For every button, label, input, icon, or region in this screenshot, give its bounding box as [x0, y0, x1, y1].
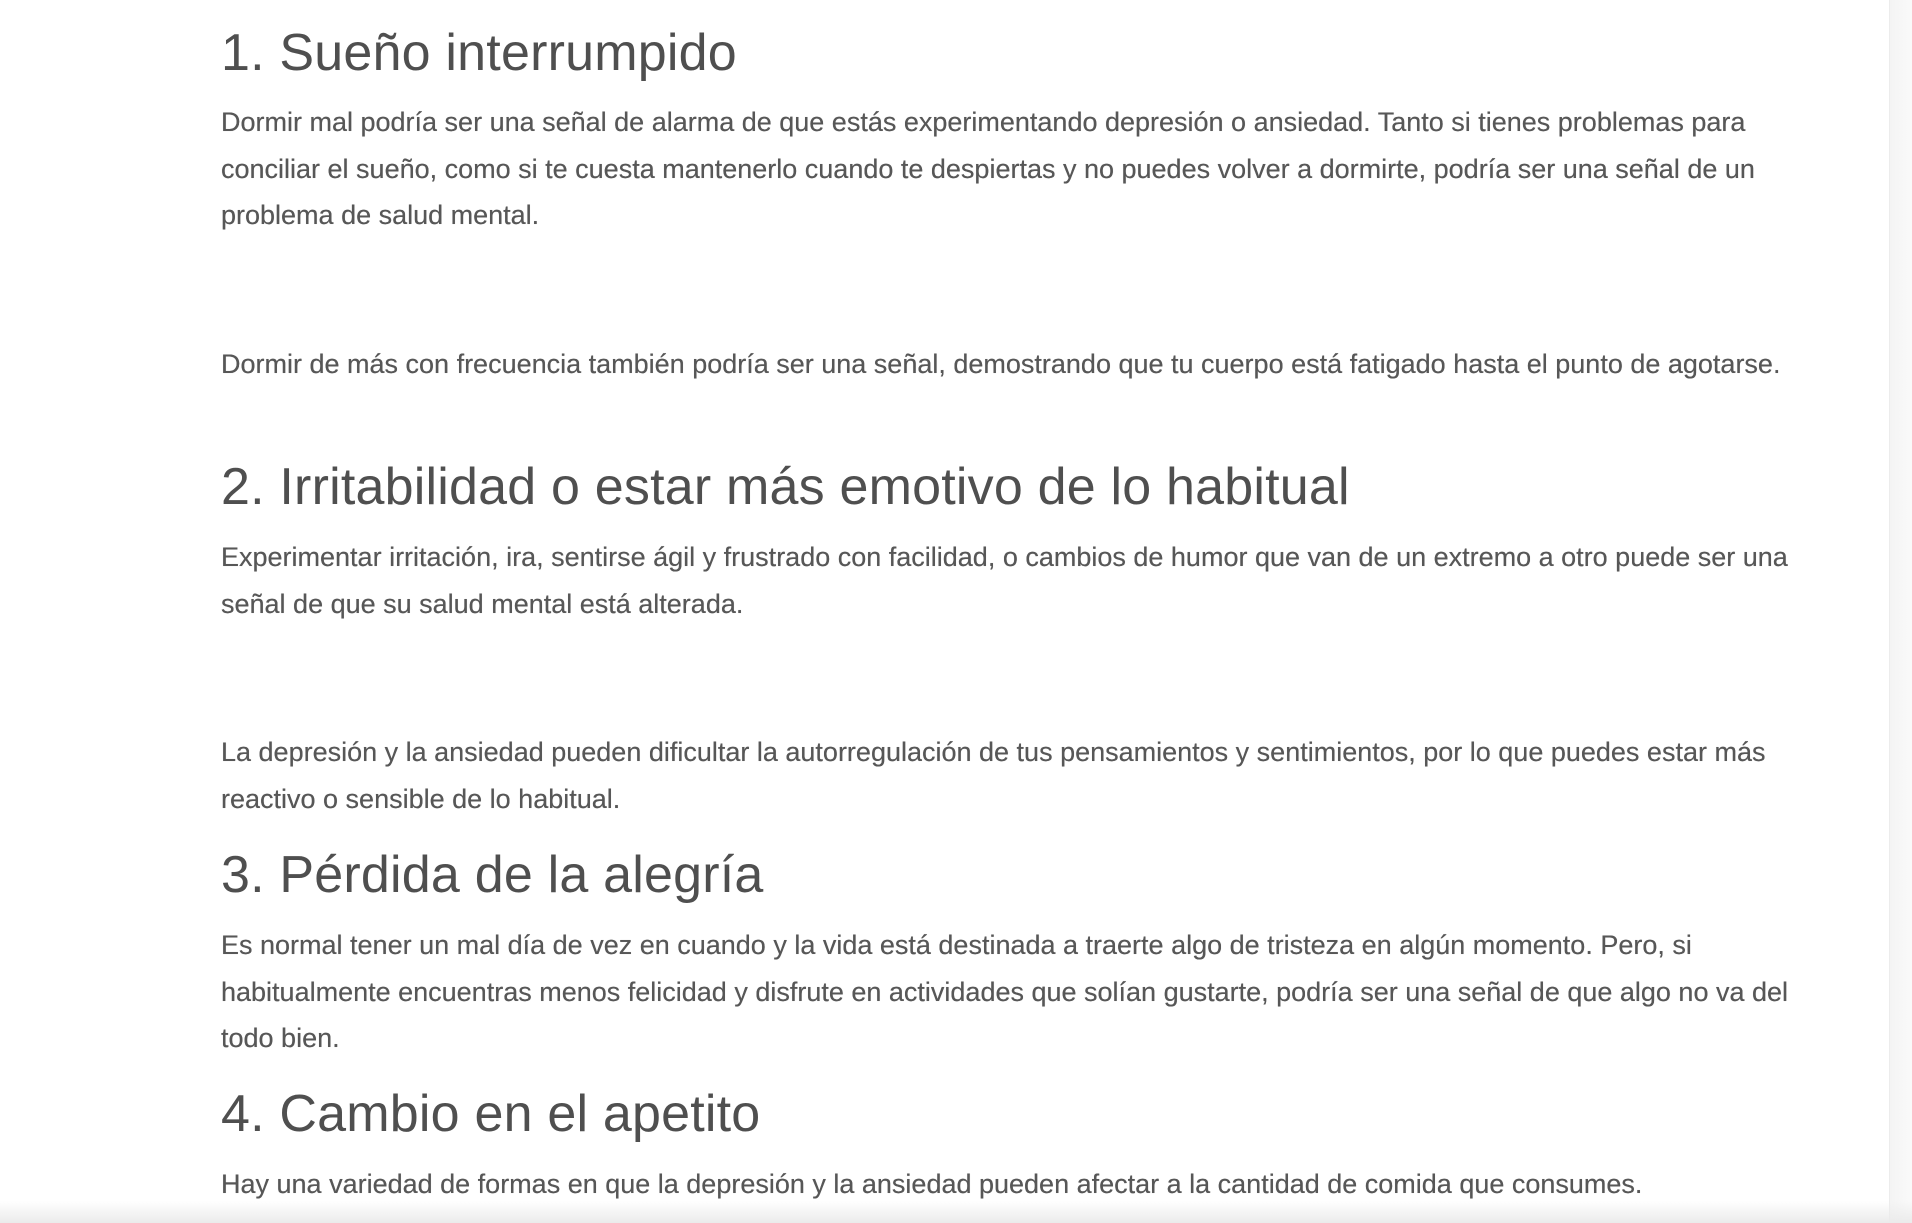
section-heading-alegria: 3. Pérdida de la alegría — [221, 846, 764, 904]
paragraph: Dormir mal podría ser una señal de alarma de que estás experimentando depresión o ansiedad. Tanto si tienes problemas para conciliar el sueño, como si te cuesta mantenerlo cuando te despiertas y no puedes volver a dormirte, podría ser una señal de un problema de salud mental. — [221, 107, 1755, 230]
paragraph: La depresión y la ansiedad pueden dificultar la autorregulación de tus pensamientos y sentimientos, por lo que puedes estar más reactivo o sensible de lo habitual. — [221, 737, 1766, 814]
paragraph: Hay una variedad de formas en que la depresión y la ansiedad pueden afectar a la cantidad de comida que consumes. — [221, 1169, 1643, 1199]
section-heading-sueno: 1. Sueño interrumpido — [221, 24, 737, 82]
paragraph: Dormir de más con frecuencia también podría ser una señal, demostrando que tu cuerpo está fatigado hasta el punto de agotarse. — [221, 349, 1781, 379]
section-heading-irritabilidad: 2. Irritabilidad o estar más emotivo de lo habitual — [221, 458, 1350, 516]
paragraph: Experimentar irritación, ira, sentirse ágil y frustrado con facilidad, o cambios de humor que van de un extremo a otro puede ser una señal de que su salud mental está alterada. — [221, 542, 1788, 619]
page-scrollbar-track[interactable] — [1889, 0, 1912, 1223]
paragraph: Es normal tener un mal día de vez en cuando y la vida está destinada a traerte algo de tristeza en algún momento. Pero, si habitualmente encuentras menos felicidad y disfrute en actividades que solían gustarte, podría ser una señal de que algo no va del todo bien. — [221, 930, 1789, 1053]
section-heading-apetito: 4. Cambio en el apetito — [221, 1085, 761, 1143]
bottom-fade — [0, 1201, 1912, 1223]
